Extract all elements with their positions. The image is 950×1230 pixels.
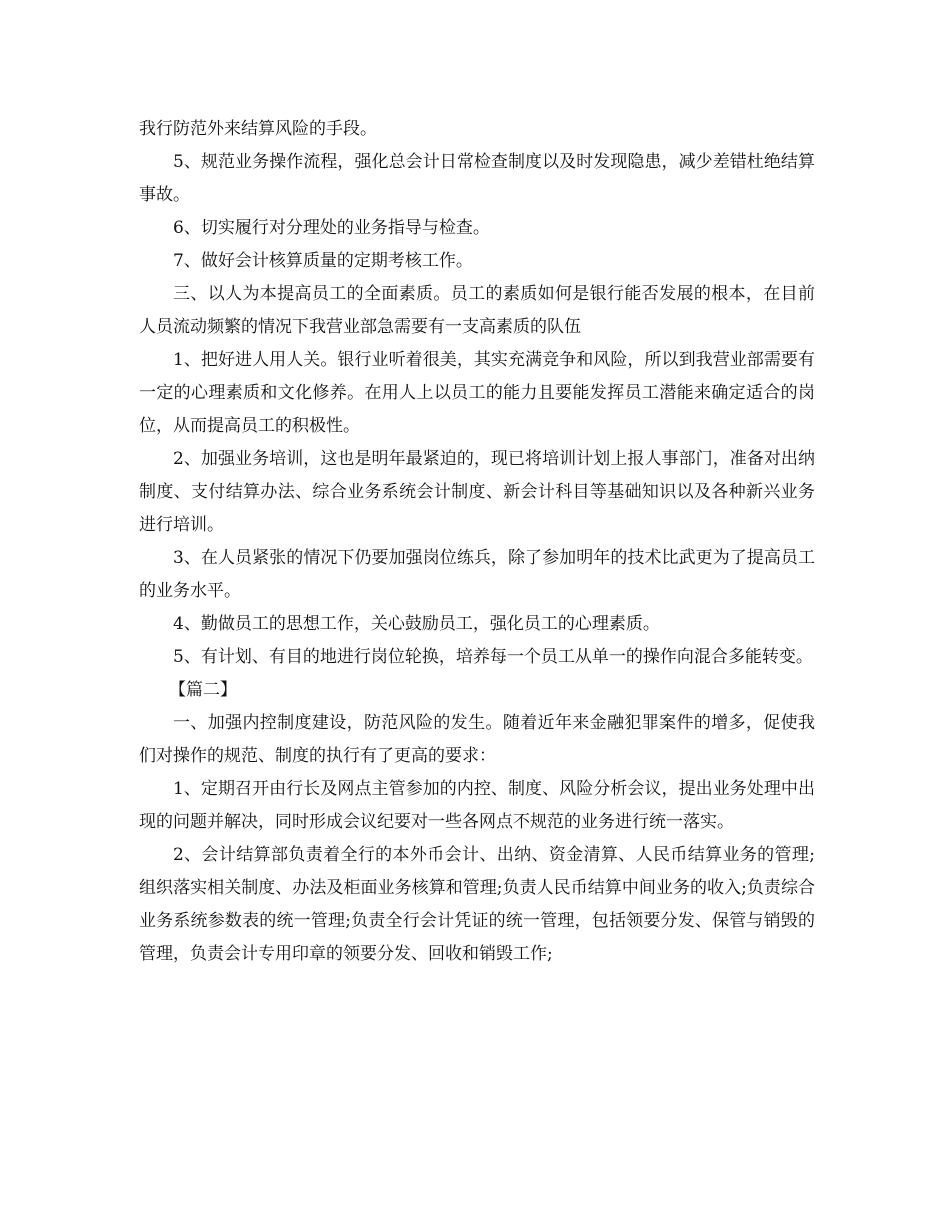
- paragraph-item-7: 7、做好会计核算质量的定期考核工作。: [173, 251, 473, 271]
- paragraph-section-three: 三、以人为本提高员工的全面素质。员工的素质如何是银行能否发展的根本，在目前人员流动频繁的情况下我营业部急需要有一支高素质的队伍: [139, 284, 815, 337]
- paragraph-continuation: 我行防范外来结算风险的手段。: [139, 119, 377, 139]
- paragraph-item-2b: 2、会计结算部负责着全行的本外币会计、出纳、资金清算、人民币结算业务的管理;组织落实相关制度、办法及柜面业务核算和管理;负责人民币结算中间业务的收入;负责综合业务系统参数表的统一管理;负责全行会计凭证的统一管理，包括领要分发、保管与销毁的管理，负责会计专用印章的领要分发、回收和销毁工作;: [139, 845, 815, 964]
- paragraph-item-1b: 1、定期召开由行长及网点主管参加的内控、制度、风险分析会议，提出业务处理中出现的问题并解决，同时形成会议纪要对一些各网点不规范的业务进行统一落实。: [139, 779, 815, 832]
- paragraph-item-5: 5、规范业务操作流程，强化总会计日常检查制度以及时发现隐患，减少差错杜绝结算事故。: [139, 152, 815, 205]
- paragraph-item-1: 1、把好进人用人关。银行业听着很美，其实充满竞争和风险，所以到我营业部需要有一定的心理素质和文化修养。在用人上以员工的能力且要能发挥员工潜能来确定适合的岗位，从而提高员工的积极性。: [139, 350, 815, 436]
- paragraph-section-one: 一、加强内控制度建设，防范风险的发生。随着近年来金融犯罪案件的增多，促使我们对操作的规范、制度的执行有了更高的要求：: [139, 713, 815, 766]
- paragraph-item-5b: 5、有计划、有目的地进行岗位轮换，培养每一个员工从单一的操作向混合多能转变。: [173, 647, 813, 667]
- document-body: [139, 113, 815, 971]
- paragraph-item-4: 4、勤做员工的思想工作，关心鼓励员工，强化员工的心理素质。: [173, 614, 660, 634]
- paragraph-item-3: 3、在人员紧张的情况下仍要加强岗位练兵，除了参加明年的技术比武更为了提高员工的业务水平。: [139, 548, 815, 601]
- section-heading-part-two: 【篇二】: [169, 680, 237, 700]
- paragraph-item-2: 2、加强业务培训，这也是明年最紧迫的，现已将培训计划上报人事部门，准备对出纳制度、支付结算办法、综合业务系统会计制度、新会计科目等基础知识以及各种新兴业务进行培训。: [139, 449, 815, 535]
- paragraph-item-6: 6、切实履行对分理处的业务指导与检查。: [173, 218, 490, 238]
